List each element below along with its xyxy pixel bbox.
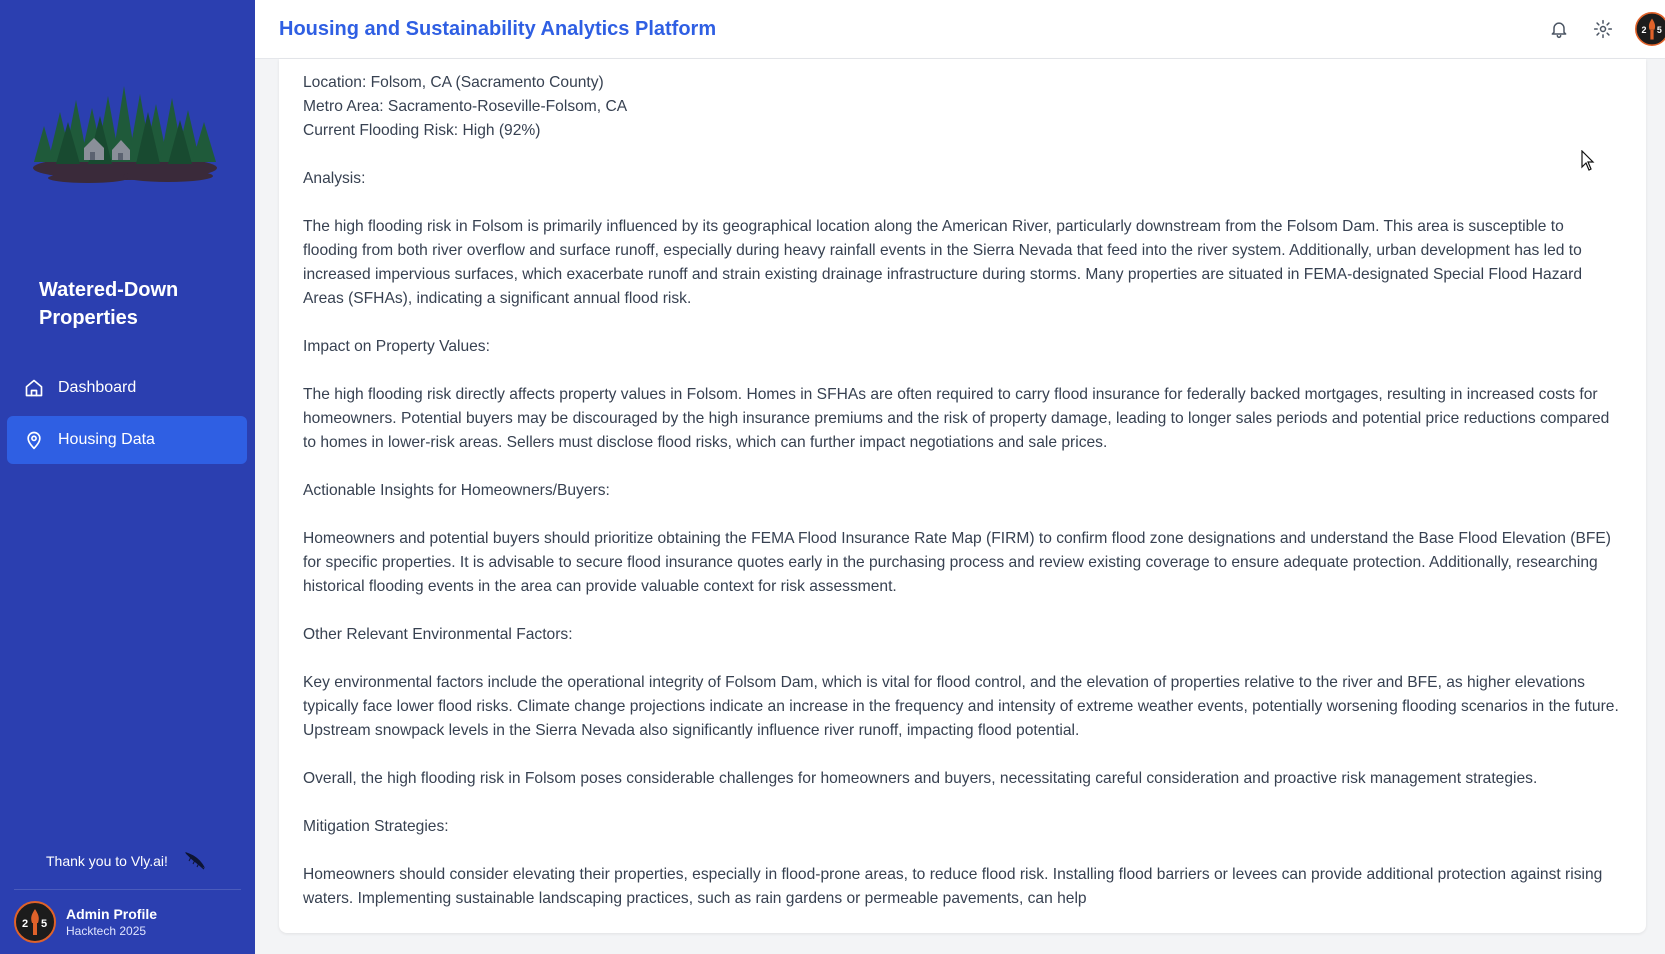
sidebar-item-dashboard[interactable] <box>7 364 247 412</box>
thanks-text: Thank you to Vly.ai! <box>46 853 168 869</box>
forest-logo-icon <box>28 82 223 194</box>
sidebar-item-label: Housing Data <box>58 431 155 448</box>
report-risk: Current Flooding Risk: High (92%) <box>303 122 541 139</box>
profile-name: Admin Profile <box>66 905 158 922</box>
environment-body: Key environmental factors include the operational integrity of Folsom Dam, which is vital for flood control, and the elevation of properties relative to the river and BFE, as higher elevations typically face lower flood risks. Climate change projections indicate an increase in the frequency and intensity of extreme weather events, potentially worsening flooding scenarios in the future. Upstream snowpack levels in the Sierra Nevada also significantly influence river runoff, impacting flood potential. <box>303 674 1619 739</box>
brand-name: Watered-Down Properties <box>39 279 179 329</box>
sidebar-nav <box>7 364 247 468</box>
mitigation-body: Homeowners should consider elevating their properties, especially in flood-prone areas, to reduce flood risk. Installing flood barriers or levees can provide additional protection against rising waters. Implementing sustainable landscaping practices, such as rain gardens or permeable pavements, can help <box>303 866 1603 907</box>
svg-text:5: 5 <box>41 918 48 930</box>
impact-body: The high flooding risk directly affects property values in Folsom. Homes in SFHAs are often required to carry flood insurance for federally backed mortgages, resulting in increased costs for homeowners. Potential buyers may be discouraged by the high insurance premiums and the risk of property damage, leading to longer sales periods and potential price reductions compared to homes in lower-risk areas. Sellers must disclose flood risks, which can further impact negotiations and sale prices. <box>303 386 1610 451</box>
map-pin-icon <box>24 430 44 450</box>
svg-text:2: 2 <box>1641 25 1647 36</box>
sidebar-item-housing-data[interactable] <box>7 416 247 464</box>
bell-icon[interactable] <box>1547 17 1571 41</box>
page-title: Housing and Sustainability Analytics Platform <box>279 17 717 40</box>
top-header <box>255 0 1665 59</box>
feather-icon <box>182 848 208 874</box>
mitigation-heading: Mitigation Strategies: <box>303 818 449 835</box>
risk-report <box>303 71 1622 911</box>
analysis-body: The high flooding risk in Folsom is primarily influenced by its geographical location along the American River, particularly downstream from the Folsom Dam. This area is susceptible to flooding from both river overflow and surface runoff, especially during heavy rainfall events in the Sierra Nevada that feed into the river system. Additionally, urban development has led to increased impervious surfaces, which exacerbate runoff and strain existing drainage infrastructure during storms. Many properties are situated in FEMA-designated Special Flood Hazard Areas (SFHAs), indicating a significant annual flood risk. <box>303 218 1583 307</box>
header-actions <box>1547 12 1665 46</box>
insights-heading: Actionable Insights for Homeowners/Buyers: <box>303 482 610 499</box>
home-icon <box>24 378 44 398</box>
svg-text:2: 2 <box>22 918 29 930</box>
report-metro: Metro Area: Sacramento-Roseville-Folsom, CA <box>303 98 628 115</box>
header-avatar[interactable] <box>1635 12 1665 46</box>
admin-profile[interactable] <box>14 901 157 943</box>
main-area <box>255 0 1665 954</box>
sidebar-divider <box>14 889 241 890</box>
sidebar-item-label: Dashboard <box>58 379 137 396</box>
profile-text <box>66 906 157 939</box>
svg-text:5: 5 <box>1656 25 1662 36</box>
insights-body: Homeowners and potential buyers should prioritize obtaining the FEMA Flood Insurance Rate Map (FIRM) to confirm flood zone designations and understand the Base Flood Elevation (BFE) for specific properties. It is advisable to secure flood insurance quotes early in the purchasing process and review existing coverage to ensure adequate protection. Additionally, researching historical flooding events in the area can provide valuable context for risk assessment. <box>303 530 1611 595</box>
gear-icon[interactable] <box>1591 17 1615 41</box>
profile-subtitle: Hacktech 2025 <box>66 923 147 938</box>
thanks-link[interactable] <box>46 848 208 874</box>
impact-heading: Impact on Property Values: <box>303 338 490 355</box>
analysis-heading: Analysis: <box>303 170 366 187</box>
report-card <box>279 59 1646 933</box>
environment-heading: Other Relevant Environmental Factors: <box>303 626 573 643</box>
overall-summary: Overall, the high flooding risk in Folsom poses considerable challenges for homeowners and buyers, necessitating careful consideration and proactive risk management strategies. <box>303 770 1538 787</box>
report-location: Location: Folsom, CA (Sacramento County) <box>303 74 604 91</box>
sidebar <box>0 0 255 954</box>
avatar <box>14 901 56 943</box>
